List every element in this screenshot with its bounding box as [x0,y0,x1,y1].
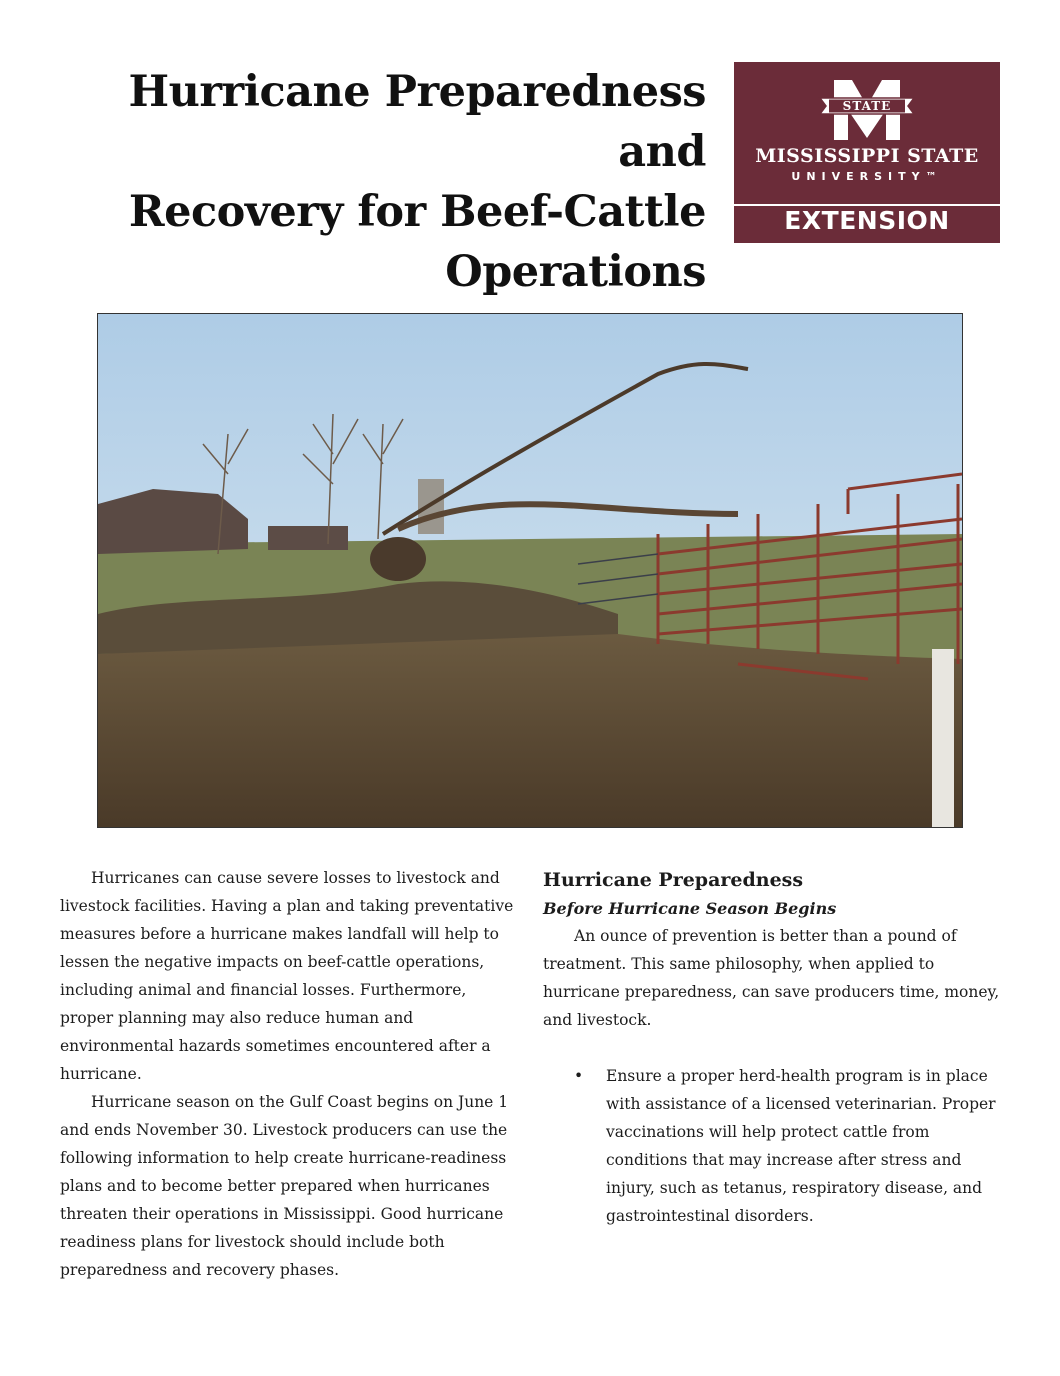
msu-extension-logo [734,62,1000,243]
intro-paragraph-2: Hurricane season on the Gulf Coast begins on June 1 and ends November 30. Livestock producers can use the following information to help create hurricane-readiness plans and to become better prepared when hurricanes threaten their operations in Mississippi. Good hurricane readiness plans for livestock should include both preparedness and recovery phases. [60,1093,509,1279]
section-heading: Hurricane Preparedness [543,869,804,891]
title-line-1: Hurricane Preparedness and [128,67,706,177]
title-line-2: Recovery for Beef-Cattle [128,187,706,237]
logo-university-sub: UNIVERSITY™ [791,170,943,183]
preparedness-paragraph: An ounce of prevention is better than a pound of treatment. This same philosophy, when applied to hurricane preparedness, can save producers time, money, and livestock. [543,927,1000,1029]
right-column [543,864,1003,1230]
left-column [60,864,518,1284]
logo-badge-text: STATE [842,99,892,113]
section-subheading: Before Hurricane Season Begins [543,899,837,918]
logo-university-name: MISSISSIPPI STATE [755,145,979,167]
bullet-text: Ensure a proper herd-health program is in place with assistance of a licensed veterinarian. Proper vaccinations will help protect cattle from conditions that may increase after stress and injury, such as tetanus, respiratory disease, and gastrointestinal disorders. [606,1067,996,1225]
document-title [40,62,706,302]
bullet-list [543,1062,1003,1230]
hurricane-damage-photo [97,313,963,828]
intro-paragraph-1: Hurricanes can cause severe losses to livestock and livestock facilities. Having a plan and taking preventative measures before a hurricane makes landfall will help to lessen the negative impacts on beef-cattle operations, including animal and financial losses. Furthermore, proper planning may also reduce human and environmental hazards sometimes encountered after a hurricane. [60,869,514,1083]
logo-extension: EXTENSION [784,206,950,235]
list-item [543,1062,1003,1230]
bullet-icon: • [574,1067,584,1085]
title-line-3: Operations [445,247,706,297]
